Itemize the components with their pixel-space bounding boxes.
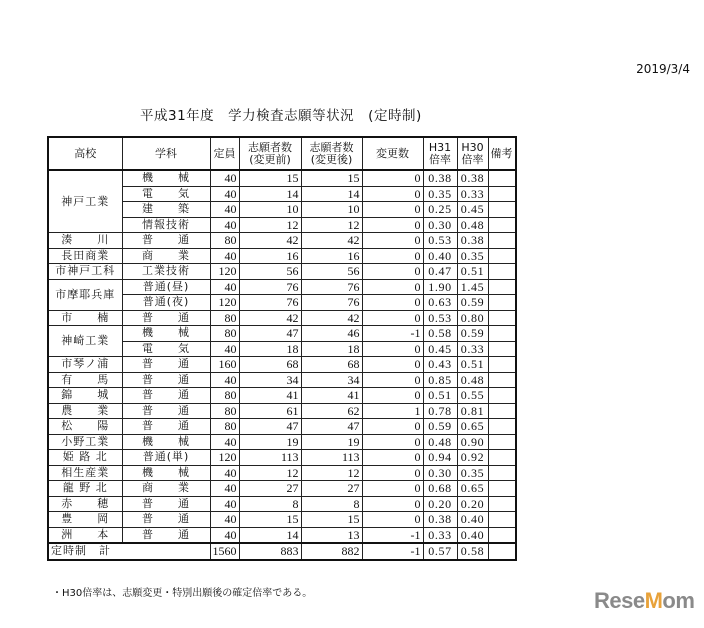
department: 普 通 <box>122 527 210 543</box>
quota: 80 <box>210 419 239 435</box>
remarks <box>488 543 516 560</box>
remarks <box>488 496 516 512</box>
table-row <box>48 170 516 186</box>
h31-ratio: 0.25 <box>423 202 457 218</box>
change: 0 <box>362 170 423 186</box>
remarks <box>488 465 516 481</box>
h31-ratio: 0.63 <box>423 295 457 311</box>
school-name: 市摩耶兵庫 <box>48 279 122 310</box>
h30-ratio: 0.35 <box>457 248 488 264</box>
school-name: 農 業 <box>48 403 122 419</box>
change: 0 <box>362 310 423 326</box>
change: -1 <box>362 527 423 543</box>
h30-ratio: 0.80 <box>457 310 488 326</box>
department: 機 械 <box>122 465 210 481</box>
h30-ratio: 0.59 <box>457 326 488 342</box>
applicants-before: 14 <box>239 527 301 543</box>
applicants-after: 15 <box>301 512 362 528</box>
applicants-before: 47 <box>239 326 301 342</box>
h30-ratio: 0.35 <box>457 465 488 481</box>
applicants-after: 76 <box>301 279 362 295</box>
applicants-after: 12 <box>301 217 362 233</box>
change: 0 <box>362 186 423 202</box>
applicants-before: 15 <box>239 170 301 186</box>
school-name: 龍 野 北 <box>48 481 122 497</box>
applicants-after: 62 <box>301 403 362 419</box>
change: 0 <box>362 264 423 280</box>
h31-ratio: 0.38 <box>423 512 457 528</box>
total-quota: 1560 <box>210 543 239 560</box>
quota: 80 <box>210 388 239 404</box>
change: 0 <box>362 279 423 295</box>
quota: 40 <box>210 512 239 528</box>
change: 0 <box>362 434 423 450</box>
change: 0 <box>362 248 423 264</box>
quota: 40 <box>210 527 239 543</box>
applicants-before: 42 <box>239 233 301 249</box>
remarks <box>488 186 516 202</box>
applicants-before: 34 <box>239 372 301 388</box>
applicants-after: 14 <box>301 186 362 202</box>
department: 工業技術 <box>122 264 210 280</box>
applicants-before: 10 <box>239 202 301 218</box>
department: 普 通 <box>122 496 210 512</box>
table-row <box>48 403 516 419</box>
remarks <box>488 434 516 450</box>
applicants-after: 16 <box>301 248 362 264</box>
department: 電 気 <box>122 341 210 357</box>
h30-ratio: 0.40 <box>457 512 488 528</box>
h31-ratio: 0.47 <box>423 264 457 280</box>
column-header: 高校 <box>48 137 122 170</box>
h30-ratio: 0.65 <box>457 481 488 497</box>
change: 0 <box>362 512 423 528</box>
h30-ratio: 0.33 <box>457 341 488 357</box>
h31-ratio: 0.30 <box>423 217 457 233</box>
department: 普 通 <box>122 357 210 373</box>
document-title: 平成31年度 学力検査志願等状況 (定時制) <box>140 108 422 124</box>
quota: 40 <box>210 434 239 450</box>
remarks <box>488 279 516 295</box>
table-row <box>48 233 516 249</box>
h30-ratio: 0.59 <box>457 295 488 311</box>
h31-ratio: 0.40 <box>423 248 457 264</box>
h31-ratio: 0.78 <box>423 403 457 419</box>
h31-ratio: 0.53 <box>423 310 457 326</box>
quota: 40 <box>210 186 239 202</box>
applicants-after: 19 <box>301 434 362 450</box>
column-header: 変更数 <box>362 137 423 170</box>
department: 普 通 <box>122 233 210 249</box>
remarks <box>488 403 516 419</box>
applicants-after: 12 <box>301 465 362 481</box>
applicants-before: 41 <box>239 388 301 404</box>
applicants-before: 76 <box>239 295 301 311</box>
change: 0 <box>362 496 423 512</box>
column-header: 定員 <box>210 137 239 170</box>
department: 機 械 <box>122 170 210 186</box>
department: 普通(単) <box>122 450 210 466</box>
h30-ratio: 0.90 <box>457 434 488 450</box>
h30-ratio: 0.51 <box>457 264 488 280</box>
change: -1 <box>362 326 423 342</box>
table-row <box>48 481 516 497</box>
h31-ratio: 0.45 <box>423 341 457 357</box>
department: 情報技術 <box>122 217 210 233</box>
school-name: 湊 川 <box>48 233 122 249</box>
quota: 120 <box>210 264 239 280</box>
quota: 40 <box>210 279 239 295</box>
remarks <box>488 264 516 280</box>
applicants-before: 47 <box>239 419 301 435</box>
column-header: 志願者数 (変更前) <box>239 137 301 170</box>
school-name: 相生産業 <box>48 465 122 481</box>
applicants-before: 113 <box>239 450 301 466</box>
applicants-after: 113 <box>301 450 362 466</box>
remarks <box>488 357 516 373</box>
h31-ratio: 0.38 <box>423 170 457 186</box>
applicants-after: 15 <box>301 170 362 186</box>
school-name: 市 楠 <box>48 310 122 326</box>
table-row <box>48 527 516 543</box>
remarks <box>488 233 516 249</box>
h30-ratio: 0.45 <box>457 202 488 218</box>
applicants-before: 56 <box>239 264 301 280</box>
total-row <box>48 543 516 560</box>
h31-ratio: 0.48 <box>423 434 457 450</box>
h31-ratio: 1.90 <box>423 279 457 295</box>
change: 0 <box>362 233 423 249</box>
h30-ratio: 0.20 <box>457 496 488 512</box>
h31-ratio: 0.85 <box>423 372 457 388</box>
h30-ratio: 0.48 <box>457 372 488 388</box>
h31-ratio: 0.53 <box>423 233 457 249</box>
department: 普 通 <box>122 388 210 404</box>
school-name: 市神戸工科 <box>48 264 122 280</box>
quota: 40 <box>210 341 239 357</box>
table-row <box>48 357 516 373</box>
h30-ratio: 1.45 <box>457 279 488 295</box>
table-row <box>48 450 516 466</box>
school-name: 松 陽 <box>48 419 122 435</box>
department: 電 気 <box>122 186 210 202</box>
h31-ratio: 0.43 <box>423 357 457 373</box>
change: 0 <box>362 388 423 404</box>
change: 0 <box>362 202 423 218</box>
h30-ratio: 0.51 <box>457 357 488 373</box>
applicants-after: 42 <box>301 310 362 326</box>
table-row <box>48 388 516 404</box>
h30-ratio: 0.33 <box>457 186 488 202</box>
remarks <box>488 295 516 311</box>
applicants-after: 10 <box>301 202 362 218</box>
total-change: -1 <box>362 543 423 560</box>
applications-table <box>47 136 517 561</box>
department: 商 業 <box>122 481 210 497</box>
h31-ratio: 0.58 <box>423 326 457 342</box>
table-row <box>48 372 516 388</box>
applicants-before: 68 <box>239 357 301 373</box>
table-row <box>48 326 516 342</box>
department: 普 通 <box>122 403 210 419</box>
school-name: 神崎工業 <box>48 326 122 357</box>
remarks <box>488 372 516 388</box>
department: 普 通 <box>122 310 210 326</box>
h30-ratio: 0.81 <box>457 403 488 419</box>
quota: 40 <box>210 202 239 218</box>
h31-ratio: 0.51 <box>423 388 457 404</box>
school-name: 姫 路 北 <box>48 450 122 466</box>
quota: 40 <box>210 465 239 481</box>
remarks <box>488 326 516 342</box>
quota: 80 <box>210 233 239 249</box>
department: 建 築 <box>122 202 210 218</box>
remarks <box>488 202 516 218</box>
quota: 40 <box>210 481 239 497</box>
school-name: 赤 穂 <box>48 496 122 512</box>
change: 0 <box>362 357 423 373</box>
h30-ratio: 0.65 <box>457 419 488 435</box>
quota: 120 <box>210 295 239 311</box>
h30-ratio: 0.55 <box>457 388 488 404</box>
change: 0 <box>362 295 423 311</box>
school-name: 小野工業 <box>48 434 122 450</box>
applicants-before: 15 <box>239 512 301 528</box>
school-name: 豊 岡 <box>48 512 122 528</box>
applicants-after: 34 <box>301 372 362 388</box>
total-applicants-before: 883 <box>239 543 301 560</box>
applicants-after: 42 <box>301 233 362 249</box>
remarks <box>488 481 516 497</box>
applicants-before: 61 <box>239 403 301 419</box>
resemom-logo: ReseMom <box>594 588 695 613</box>
applicants-before: 12 <box>239 465 301 481</box>
footnote: ・H30倍率は、志願変更・特別出願後の確定倍率である。 <box>52 588 313 599</box>
h30-ratio: 0.48 <box>457 217 488 233</box>
change: 0 <box>362 372 423 388</box>
remarks <box>488 310 516 326</box>
department: 普通(夜) <box>122 295 210 311</box>
school-name: 神戸工業 <box>48 170 122 233</box>
applicants-after: 8 <box>301 496 362 512</box>
quota: 40 <box>210 496 239 512</box>
quota: 80 <box>210 326 239 342</box>
table-row <box>48 310 516 326</box>
remarks <box>488 248 516 264</box>
applicants-after: 41 <box>301 388 362 404</box>
school-name: 洲 本 <box>48 527 122 543</box>
department: 機 械 <box>122 434 210 450</box>
remarks <box>488 388 516 404</box>
applicants-after: 27 <box>301 481 362 497</box>
applicants-before: 16 <box>239 248 301 264</box>
h31-ratio: 0.94 <box>423 450 457 466</box>
table-row <box>48 512 516 528</box>
quota: 40 <box>210 170 239 186</box>
table-row <box>48 248 516 264</box>
applicants-after: 68 <box>301 357 362 373</box>
column-header: 学科 <box>122 137 210 170</box>
applicants-after: 47 <box>301 419 362 435</box>
remarks <box>488 450 516 466</box>
table-row <box>48 434 516 450</box>
school-name: 市琴ノ浦 <box>48 357 122 373</box>
applicants-before: 14 <box>239 186 301 202</box>
h31-ratio: 0.30 <box>423 465 457 481</box>
school-name: 長田商業 <box>48 248 122 264</box>
remarks <box>488 217 516 233</box>
change: 0 <box>362 450 423 466</box>
applicants-before: 12 <box>239 217 301 233</box>
change: 0 <box>362 465 423 481</box>
change: 1 <box>362 403 423 419</box>
remarks <box>488 419 516 435</box>
applicants-before: 18 <box>239 341 301 357</box>
change: 0 <box>362 419 423 435</box>
quota: 80 <box>210 403 239 419</box>
department: 普 通 <box>122 372 210 388</box>
department: 普通(昼) <box>122 279 210 295</box>
h31-ratio: 0.35 <box>423 186 457 202</box>
column-header: H30 倍率 <box>457 137 488 170</box>
quota: 40 <box>210 248 239 264</box>
applicants-after: 76 <box>301 295 362 311</box>
quota: 80 <box>210 310 239 326</box>
h30-ratio: 0.38 <box>457 233 488 249</box>
change: 0 <box>362 217 423 233</box>
applicants-after: 56 <box>301 264 362 280</box>
total-h31-ratio: 0.57 <box>423 543 457 560</box>
column-header: 志願者数 (変更後) <box>301 137 362 170</box>
table-row <box>48 279 516 295</box>
h31-ratio: 0.33 <box>423 527 457 543</box>
column-header: 備考 <box>488 137 516 170</box>
department: 機 械 <box>122 326 210 342</box>
column-header: H31 倍率 <box>423 137 457 170</box>
quota: 120 <box>210 450 239 466</box>
h30-ratio: 0.40 <box>457 527 488 543</box>
remarks <box>488 527 516 543</box>
remarks <box>488 170 516 186</box>
remarks <box>488 512 516 528</box>
h31-ratio: 0.59 <box>423 419 457 435</box>
quota: 40 <box>210 217 239 233</box>
change: 0 <box>362 481 423 497</box>
quota: 160 <box>210 357 239 373</box>
applicants-before: 8 <box>239 496 301 512</box>
h31-ratio: 0.20 <box>423 496 457 512</box>
remarks <box>488 341 516 357</box>
department: 商 業 <box>122 248 210 264</box>
table-row <box>48 496 516 512</box>
h30-ratio: 0.92 <box>457 450 488 466</box>
applicants-before: 76 <box>239 279 301 295</box>
total-h30-ratio: 0.58 <box>457 543 488 560</box>
applicants-before: 19 <box>239 434 301 450</box>
applicants-before: 42 <box>239 310 301 326</box>
total-label: 定時制 計 <box>48 543 210 560</box>
table-row <box>48 465 516 481</box>
applicants-before: 27 <box>239 481 301 497</box>
table-row <box>48 264 516 280</box>
quota: 40 <box>210 372 239 388</box>
document-date: 2019/3/4 <box>636 62 690 76</box>
total-applicants-after: 882 <box>301 543 362 560</box>
applicants-after: 13 <box>301 527 362 543</box>
applicants-after: 46 <box>301 326 362 342</box>
applicants-after: 18 <box>301 341 362 357</box>
department: 普 通 <box>122 419 210 435</box>
h30-ratio: 0.38 <box>457 170 488 186</box>
school-name: 錦 城 <box>48 388 122 404</box>
department: 普 通 <box>122 512 210 528</box>
table-row <box>48 419 516 435</box>
change: 0 <box>362 341 423 357</box>
school-name: 有 馬 <box>48 372 122 388</box>
h31-ratio: 0.68 <box>423 481 457 497</box>
header-row <box>48 137 516 170</box>
